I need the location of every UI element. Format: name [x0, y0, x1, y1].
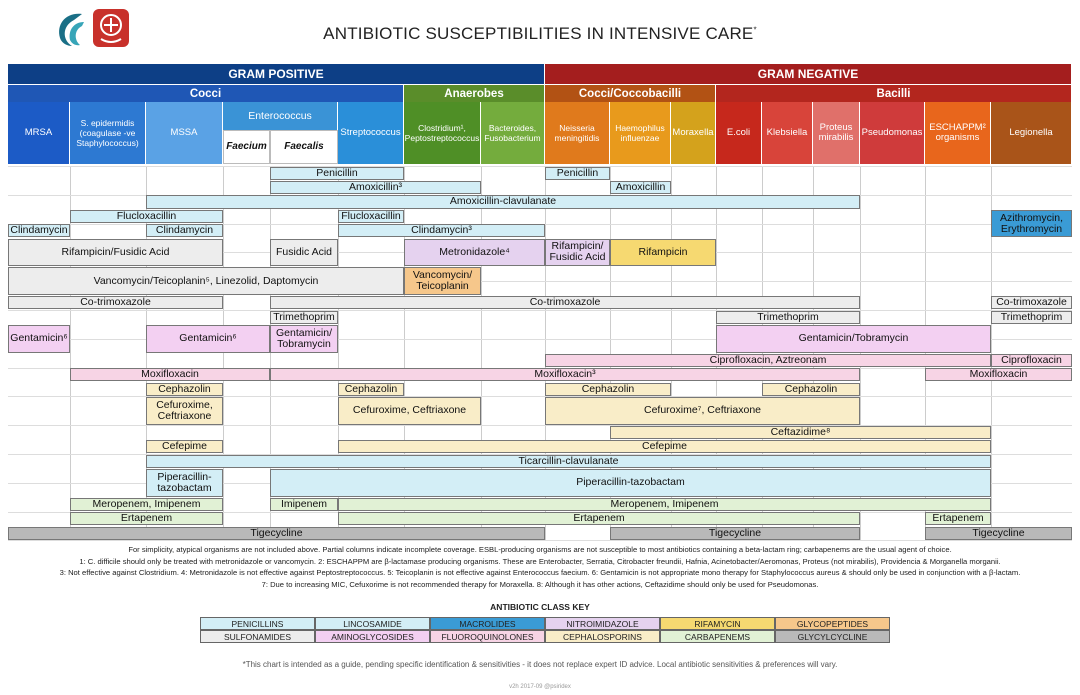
drug-bar: Cephazolin [545, 383, 671, 396]
drug-bar: Cephazolin [146, 383, 223, 396]
drug-bar: Meropenem, Imipenem [70, 498, 223, 511]
organism-header: MRSA [8, 102, 70, 164]
drug-bar: Metronidazole⁴ [404, 239, 545, 267]
organism-header: Proteus mirabilis [813, 102, 860, 164]
class-key-title: ANTIBIOTIC CLASS KEY [490, 602, 590, 612]
footnote-line: 7: Due to increasing MIC, Cefuxorime is not recommended therapy for Moraxella. 8: Although it has other actions, Ceftazidime should only be used for Pseudomonas. [261, 579, 819, 589]
column-divider [223, 166, 224, 540]
drug-bar: Trimethoprim [270, 311, 338, 324]
drug-bar: Amoxicillin [610, 181, 671, 194]
subgroup-header: Anaerobes [404, 84, 545, 102]
drug-bar: Moxifloxacin [70, 368, 270, 381]
subgroup-header: Bacilli [716, 84, 1072, 102]
drug-bar: Ertapenem [70, 512, 223, 525]
drug-bar: Gentamicin⁶ [146, 325, 270, 353]
organism-header: MSSA [146, 102, 223, 164]
drug-bar: Gentamicin/Tobramycin [716, 325, 991, 353]
drug-bar: Cefuroxime, Ceftriaxone [338, 397, 481, 425]
class-key-carbapenems: CARBAPENEMS [660, 630, 775, 643]
drug-bar: Imipenem [270, 498, 338, 511]
organism-header: E.coli [716, 102, 762, 164]
subgroup-header: Cocci/Coccobacilli [545, 84, 716, 102]
enterococcus-header: Enterococcus [223, 102, 338, 130]
footnote-line: For simplicity, atypical organisms are not included above. Partial columns indicate incomplete coverage. ESBL-producing organisms are not susceptible to most antibiotics containing a beta-lactam ring; carbapenems are the usual agent of choice. [128, 545, 952, 554]
subgroup-header: Cocci [8, 84, 404, 102]
organism-header: Streptococcus [338, 102, 404, 164]
drug-bar: Rifampicin/Fusidic Acid [8, 239, 223, 267]
class-key [200, 617, 890, 643]
drug-bar: Flucloxacillin [338, 210, 404, 223]
drug-bar: Moxifloxacin [925, 368, 1072, 381]
drug-bar: Ciprofloxacin, Aztreonam [545, 354, 991, 367]
drug-bar: Ciprofloxacin [991, 354, 1072, 367]
drug-bar: Gentamicin/ Tobramycin [270, 325, 338, 353]
row-divider [8, 540, 1072, 541]
drug-bar: Gentamicin⁶ [8, 325, 70, 353]
drug-bar: Co-trimoxazole [991, 296, 1072, 309]
group-header: GRAM POSITIVE [8, 64, 545, 84]
drug-bar: Cefepime [146, 440, 223, 453]
drug-bar: Cefuroxime⁷, Ceftriaxone [545, 397, 860, 425]
disclaimer: *This chart is intended as a guide, pending specific identification & sensitivities - it does not replace expert ID advice. Local antibiotic sensitivities & preferences will vary. [242, 660, 838, 669]
drug-bar: Penicillin [545, 167, 610, 180]
class-key-penicillins: PENICILLINS [200, 617, 315, 630]
drug-bar: Rifampicin [610, 239, 716, 267]
drug-bar: Clindamycin [8, 224, 70, 237]
class-key-cephalosporins: CEPHALOSPORINS [545, 630, 660, 643]
drug-bar: Co-trimoxazole [270, 296, 860, 309]
organism-header: Neisseria meningitidis [545, 102, 610, 164]
drug-bar: Piperacillin-tazobactam [270, 469, 991, 497]
organism-header: Faecium [223, 130, 270, 164]
organism-header: S. epidermidis (coagulase -ve Staphylococcus) [70, 102, 146, 164]
organism-header: Bacteroides, Fusobacterium [481, 102, 545, 164]
organism-header: Faecalis [270, 130, 338, 164]
drug-bar: Trimethoprim [991, 311, 1072, 324]
drug-bar: Fusidic Acid [270, 239, 338, 267]
organism-header: Clostridium¹, Peptostreptococcus [404, 102, 481, 164]
organism-header: Moraxella [671, 102, 716, 164]
drug-bar: Ceftazidime⁸ [610, 426, 991, 439]
drug-bar: Ticarcillin-clavulanate [146, 455, 991, 468]
row-divider [8, 310, 1072, 311]
drug-bar: Ertapenem [925, 512, 991, 525]
drug-bar: Ertapenem [338, 512, 860, 525]
drug-bar: Cephazolin [338, 383, 404, 396]
version-credit: v2h 2017-09 @psiridex [509, 684, 571, 690]
footnote-line: 1: C. difficile should only be treated with metronidazole or vancomycin. 2: ESCHAPPM are β-lactamase producing organisms. These are Enterobacter, Serratia, Citrobacter freundii, Hafnia, Acinetobacter/Aeromonas, Proteus (not mirabilis), Providencia & Morganella morganii. [79, 556, 1001, 566]
class-key-aminoglycosides: AMINOGLYCOSIDES [315, 630, 430, 643]
drug-bar: Co-trimoxazole [8, 296, 223, 309]
drug-bar: Vancomycin/ Teicoplanin [404, 267, 481, 295]
drug-bar: Amoxicillin³ [270, 181, 481, 194]
drug-bar: Tigecycline [8, 527, 545, 540]
organism-header: ESCHAPPM² organisms [925, 102, 991, 164]
class-key-rifamycin: RIFAMYCIN [660, 617, 775, 630]
class-key-glycylcycline: GLYCYLCYCLINE [775, 630, 890, 643]
drug-bar: Vancomycin/Teicoplanin⁵, Linezolid, Daptomycin [8, 267, 404, 295]
class-key-glycopeptides: GLYCOPEPTIDES [775, 617, 890, 630]
class-key-macrolides: MACROLIDES [430, 617, 545, 630]
organism-header: Klebsiella [762, 102, 813, 164]
organism-header: Legionella [991, 102, 1072, 164]
row-divider [8, 166, 1072, 167]
drug-bar: Rifampicin/ Fusidic Acid [545, 239, 610, 267]
drug-bar: Tigecycline [925, 527, 1072, 540]
footnote-line: 3: Not effective against Clostridium. 4: Metronidazole is not effective against Peptostreptococcus. 5: Teicoplanin is not effective against Enterococcus faecium. 6: Gentamicin is not appropriate mono therapy for Staphylococcus aureus & should only be used in conjunction with a β-lactam. [59, 568, 1021, 578]
drug-bar: Tigecycline [610, 527, 860, 540]
class-key-sulfonamides: SULFONAMIDES [200, 630, 315, 643]
drug-bar: Penicillin [270, 167, 404, 180]
class-key-nitroimidazole: NITROIMIDAZOLE [545, 617, 660, 630]
organism-header: Haemophilus influenzae [610, 102, 671, 164]
drug-bar: Moxifloxacin³ [270, 368, 860, 381]
chart-title: ANTIBIOTIC SUSCEPTIBILITIES IN INTENSIVE CARE* [323, 24, 757, 43]
drug-bar: Clindamycin [146, 224, 223, 237]
drug-bar: Cefuroxime, Ceftriaxone [146, 397, 223, 425]
group-header: GRAM NEGATIVE [545, 64, 1072, 84]
class-key-fluoroquinolones: FLUOROQUINOLONES [430, 630, 545, 643]
drug-bar: Clindamycin³ [338, 224, 545, 237]
drug-bar: Trimethoprim [716, 311, 860, 324]
drug-bar: Meropenem, Imipenem [338, 498, 991, 511]
drug-bar: Flucloxacillin [70, 210, 223, 223]
footnotes [0, 544, 1080, 590]
class-key-lincosamide: LINCOSAMIDE [315, 617, 430, 630]
drug-bar: Piperacillin- tazobactam [146, 469, 223, 497]
drug-bar: Amoxicillin-clavulanate [146, 195, 860, 208]
organism-header: Pseudomonas [860, 102, 925, 164]
drug-bar: Cefepime [338, 440, 991, 453]
drug-bar: Azithromycin, Erythromycin [991, 210, 1072, 238]
drug-bar: Cephazolin [762, 383, 860, 396]
